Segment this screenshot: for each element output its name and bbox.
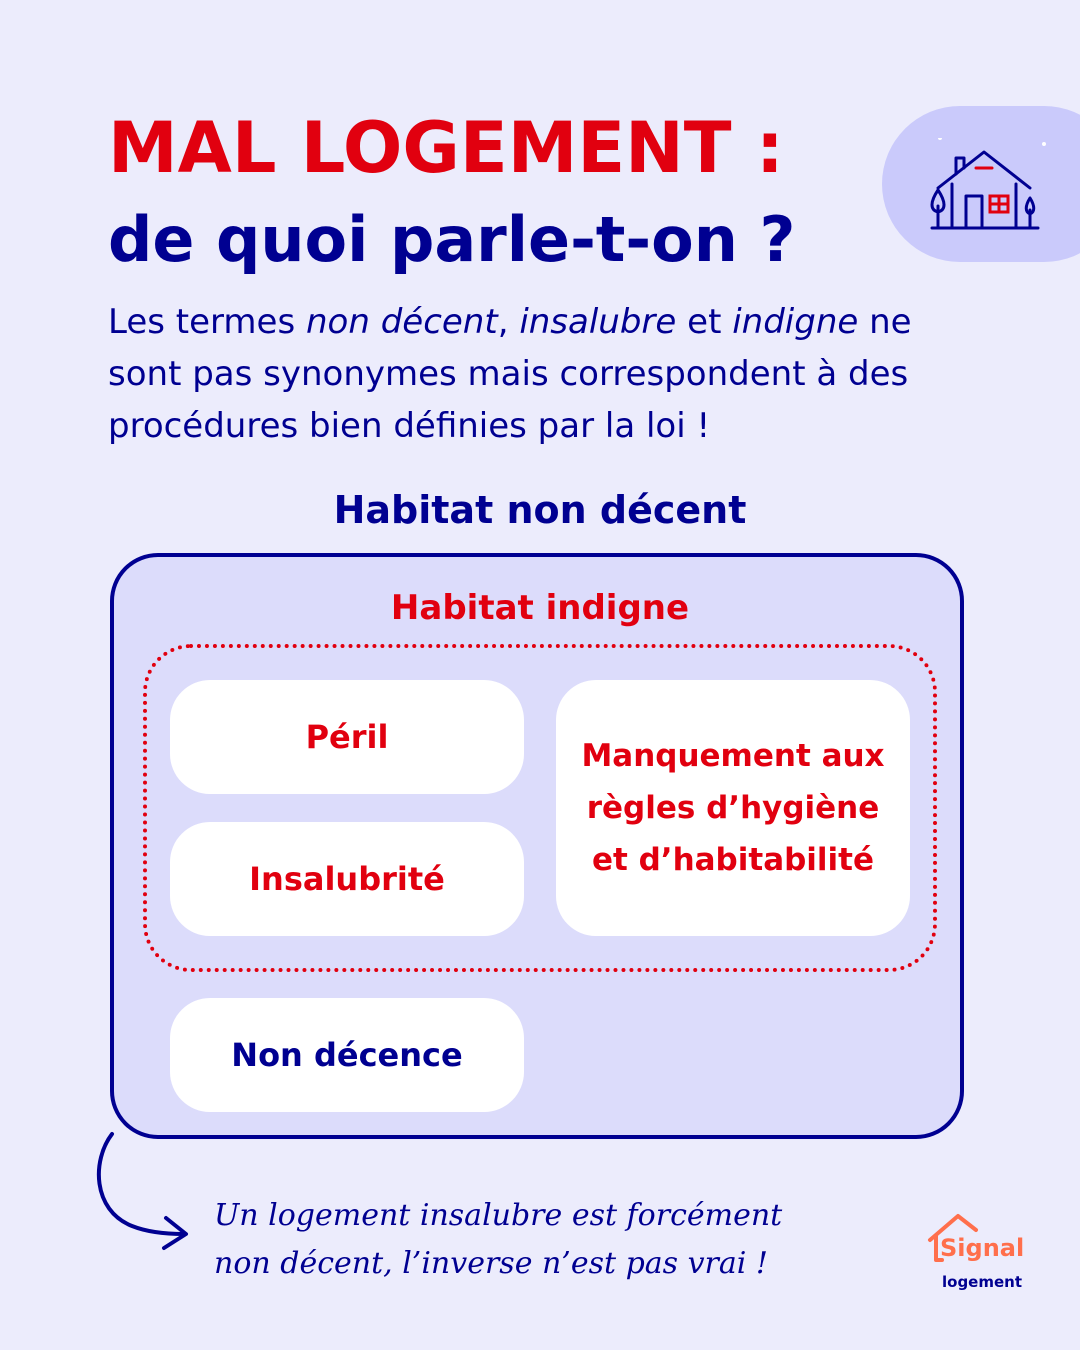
page-title-line2: de quoi parle-t-on ? (108, 203, 796, 276)
intro-paragraph (108, 296, 988, 452)
footnote: Un logement insalubre est forcément non décent, l’inverse n’est pas vrai ! (214, 1198, 783, 1281)
card-non-decence: Non décence (170, 998, 524, 1112)
inner-category-label: Habitat indigne (390, 588, 690, 628)
card-peril: Péril (170, 680, 524, 794)
intro-text-1: Les termes (108, 302, 306, 342)
card-insalubrite: Insalubrité (170, 822, 524, 936)
term-non-decent: non décent (305, 302, 498, 342)
logo-title: Signal (940, 1234, 1025, 1262)
card-manquement: Manquement aux règles d’hygiène et d’habitabilité (556, 680, 910, 936)
curved-arrow-icon (92, 1130, 202, 1260)
signal-logement-logo (924, 1210, 1024, 1300)
intro-text-3: et (676, 302, 733, 342)
house-icon (918, 138, 1048, 238)
house-badge (882, 106, 1080, 262)
intro-text-2: , (497, 302, 520, 342)
logo-subtitle: logement (942, 1273, 1023, 1291)
intro-text-4: ne sont pas synonymes mais correspondent à des procédures bien définies par la loi ! (108, 302, 912, 446)
outer-category-label: Habitat non décent (333, 488, 747, 532)
term-insalubre: insalubre (519, 302, 677, 342)
term-indigne: indigne (732, 302, 859, 342)
page-title-line1: MAL LOGEMENT : (108, 107, 784, 189)
